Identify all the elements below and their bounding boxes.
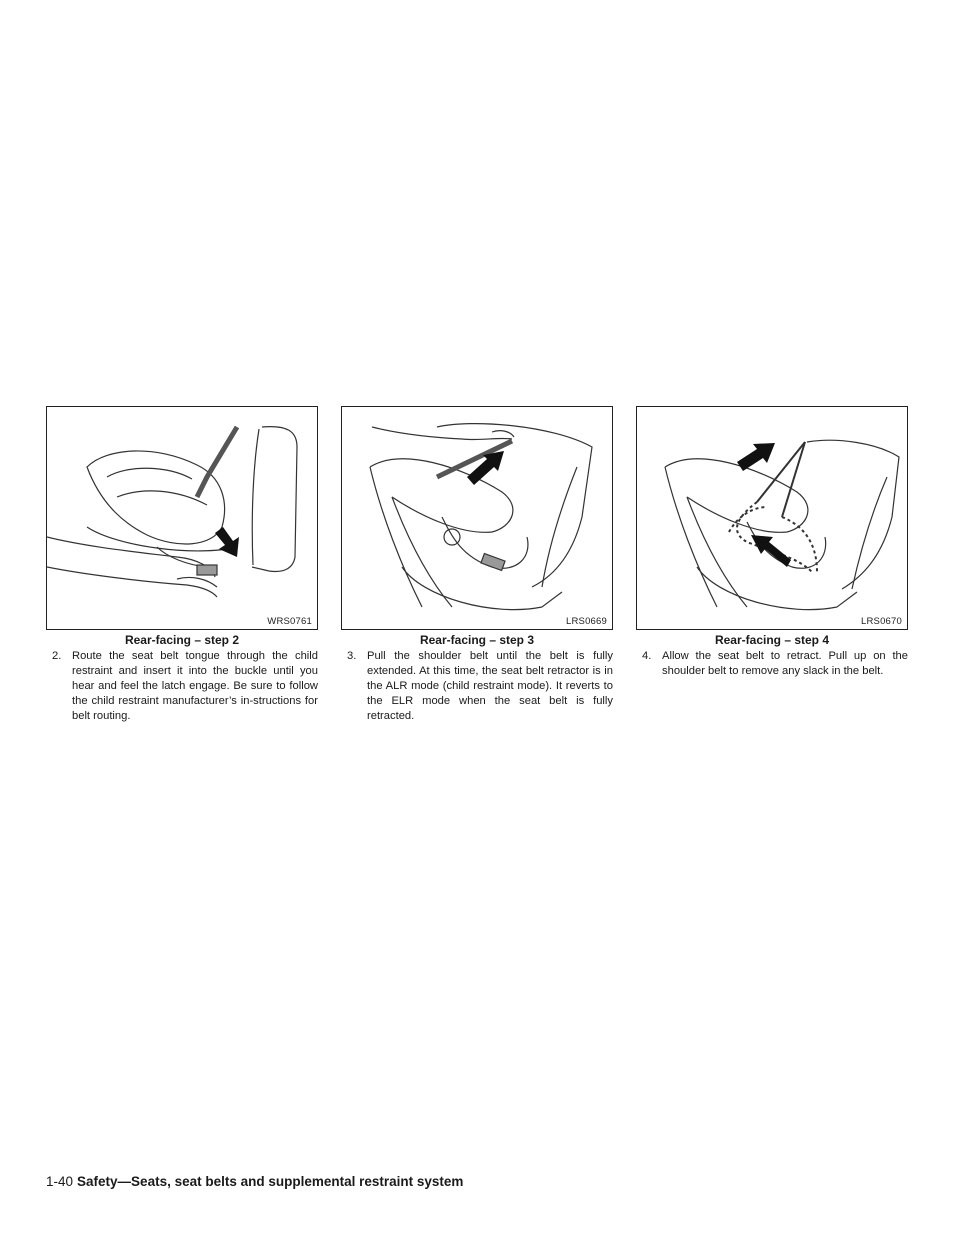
page-number: 1-40 — [46, 1174, 74, 1189]
illustration-rear-facing-step-2 — [46, 406, 318, 630]
shoulder-belt-extend-drawing — [342, 407, 612, 629]
instruction-step-4 — [636, 649, 908, 679]
instruction-step-2 — [46, 649, 318, 724]
instruction-step-3 — [341, 649, 613, 724]
section-title: Safety—Seats, seat belts and supplemental restraint system — [77, 1174, 464, 1189]
child-seat-buckle-drawing — [47, 407, 317, 629]
figure-code: LRS0670 — [860, 616, 902, 627]
step-text: Pull the shoulder belt until the belt is fully extended. At this time, the seat belt retractor is in the ALR mode (child restraint mode). It reverts to the ELR mode when the seat belt is fully retracted. — [367, 650, 613, 722]
step-number: 2. — [52, 650, 62, 662]
figure-code: WRS0761 — [267, 616, 312, 627]
page-footer — [46, 1174, 463, 1189]
figure-caption: Rear-facing – step 4 — [714, 633, 830, 647]
step-text: Route the seat belt tongue through the child restraint and insert it into the buckle until you hear and feel the latch engage. Be sure to follow the child restraint manufacturer’s in-structions for belt routing. — [72, 650, 318, 722]
belt-retract-drawing — [637, 407, 907, 629]
figure-caption: Rear-facing – step 3 — [419, 633, 535, 647]
illustration-rear-facing-step-4 — [636, 406, 908, 630]
step-number: 3. — [347, 650, 357, 662]
figure-code: LRS0669 — [565, 616, 607, 627]
figure-caption: Rear-facing – step 2 — [124, 633, 240, 647]
step-text: Allow the seat belt to retract. Pull up on the shoulder belt to remove any slack in the belt. — [662, 650, 908, 677]
figure-column-step-3 — [341, 406, 613, 724]
illustration-rear-facing-step-3 — [341, 406, 613, 630]
figure-column-step-4 — [636, 406, 908, 679]
figure-column-step-2 — [46, 406, 318, 724]
step-number: 4. — [642, 650, 652, 662]
